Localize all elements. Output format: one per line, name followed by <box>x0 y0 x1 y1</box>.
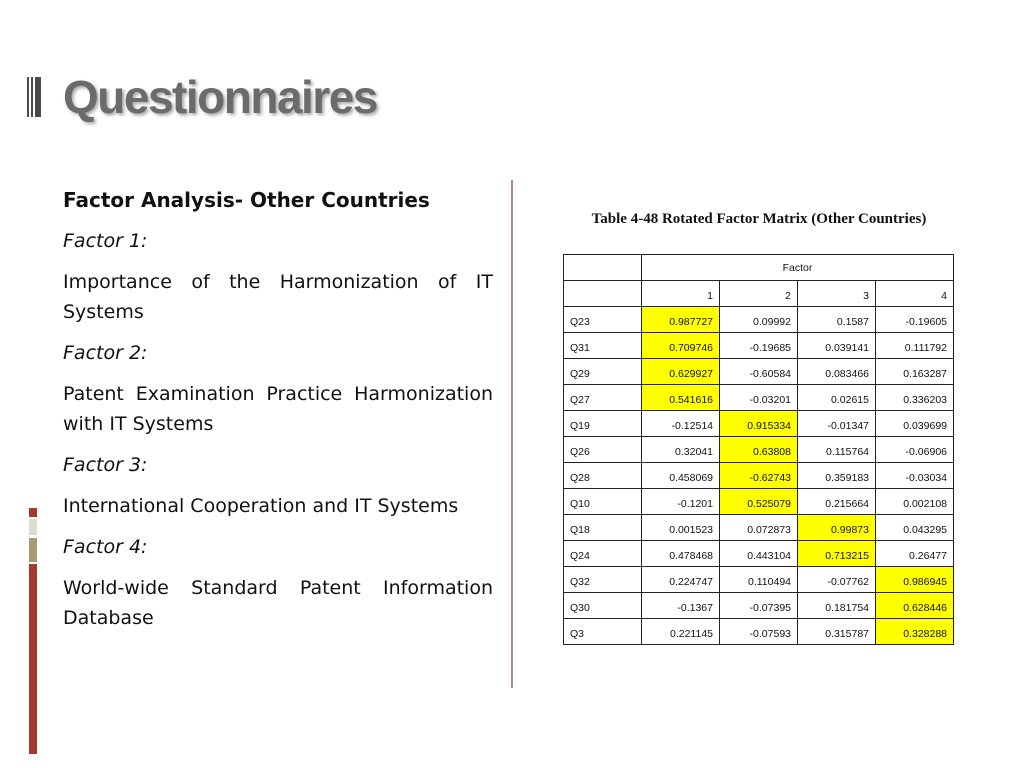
value-cell: 0.221145 <box>642 619 720 645</box>
value-cell: 0.26477 <box>876 541 954 567</box>
value-cell: -0.1367 <box>642 593 720 619</box>
value-cell: -0.12514 <box>642 411 720 437</box>
table-row <box>564 567 954 593</box>
value-cell: 0.163287 <box>876 359 954 385</box>
row-label: Q23 <box>564 307 642 333</box>
value-cell: 0.001523 <box>642 515 720 541</box>
table-row <box>564 489 954 515</box>
value-cell: -0.60584 <box>720 359 798 385</box>
row-label: Q26 <box>564 437 642 463</box>
table-header-row <box>564 255 954 281</box>
table-row <box>564 411 954 437</box>
highlighted-value-cell: 0.915334 <box>720 411 798 437</box>
value-cell: 0.224747 <box>642 567 720 593</box>
table-row <box>564 385 954 411</box>
highlighted-value-cell: 0.986945 <box>876 567 954 593</box>
factor-label: Factor 2: <box>63 342 148 364</box>
table-corner-cell <box>564 255 642 281</box>
table-row <box>564 307 954 333</box>
column-header: 3 <box>798 281 876 307</box>
value-cell: 0.478468 <box>642 541 720 567</box>
factor-header: Factor <box>642 255 954 281</box>
value-cell: -0.01347 <box>798 411 876 437</box>
highlighted-value-cell: 0.525079 <box>720 489 798 515</box>
factor-list <box>63 185 493 644</box>
value-cell: -0.03034 <box>876 463 954 489</box>
column-divider <box>511 180 513 688</box>
table-row <box>564 437 954 463</box>
value-cell: 0.458069 <box>642 463 720 489</box>
highlighted-value-cell: 0.63808 <box>720 437 798 463</box>
value-cell: 0.039699 <box>876 411 954 437</box>
row-label: Q18 <box>564 515 642 541</box>
value-cell: 0.043295 <box>876 515 954 541</box>
highlighted-value-cell: 0.328288 <box>876 619 954 645</box>
factor-label: Factor 3: <box>63 454 148 476</box>
table-column-row <box>564 281 954 307</box>
value-cell: 0.336203 <box>876 385 954 411</box>
row-label: Q27 <box>564 385 642 411</box>
value-cell: -0.19605 <box>876 307 954 333</box>
row-label: Q29 <box>564 359 642 385</box>
value-cell: 0.359183 <box>798 463 876 489</box>
highlighted-value-cell: 0.629927 <box>642 359 720 385</box>
table-caption: Table 4-48 Rotated Factor Matrix (Other Countries) <box>591 211 927 227</box>
value-cell: -0.19685 <box>720 333 798 359</box>
table-row <box>564 359 954 385</box>
table-row <box>564 463 954 489</box>
factor-description: World-wide Standard Patent Information Database <box>63 577 493 629</box>
row-label: Q28 <box>564 463 642 489</box>
table-corner-cell <box>564 281 642 307</box>
value-cell: -0.07593 <box>720 619 798 645</box>
section-heading: Factor Analysis- Other Countries <box>63 188 430 212</box>
value-cell: 0.111792 <box>876 333 954 359</box>
highlighted-value-cell: 0.713215 <box>798 541 876 567</box>
value-cell: 0.115764 <box>798 437 876 463</box>
row-label: Q30 <box>564 593 642 619</box>
factor-label: Factor 4: <box>63 536 148 558</box>
value-cell: -0.06906 <box>876 437 954 463</box>
column-header: 4 <box>876 281 954 307</box>
factor-description: Patent Examination Practice Harmonization with IT Systems <box>63 383 493 435</box>
value-cell: 0.315787 <box>798 619 876 645</box>
value-cell: -0.07762 <box>798 567 876 593</box>
accent-bar <box>29 564 37 754</box>
title-decoration-icon <box>27 77 41 117</box>
value-cell: 0.02615 <box>798 385 876 411</box>
value-cell: 0.002108 <box>876 489 954 515</box>
value-cell: 0.083466 <box>798 359 876 385</box>
table-row <box>564 515 954 541</box>
accent-block <box>29 519 37 535</box>
highlighted-value-cell: 0.628446 <box>876 593 954 619</box>
row-label: Q10 <box>564 489 642 515</box>
value-cell: -0.03201 <box>720 385 798 411</box>
value-cell: 0.072873 <box>720 515 798 541</box>
value-cell: 0.215664 <box>798 489 876 515</box>
value-cell: -0.1201 <box>642 489 720 515</box>
value-cell: 0.1587 <box>798 307 876 333</box>
table-row <box>564 619 954 645</box>
row-label: Q24 <box>564 541 642 567</box>
value-cell: 0.110494 <box>720 567 798 593</box>
factor-label: Factor 1: <box>63 230 148 252</box>
column-header: 2 <box>720 281 798 307</box>
value-cell: 0.09992 <box>720 307 798 333</box>
value-cell: 0.039141 <box>798 333 876 359</box>
slide-title: Questionnaires <box>63 71 377 123</box>
table-row <box>564 541 954 567</box>
highlighted-value-cell: 0.541616 <box>642 385 720 411</box>
factor-matrix-table <box>563 254 954 645</box>
value-cell: 0.443104 <box>720 541 798 567</box>
row-label: Q19 <box>564 411 642 437</box>
table-row <box>564 333 954 359</box>
row-label: Q32 <box>564 567 642 593</box>
value-cell: 0.181754 <box>798 593 876 619</box>
accent-block <box>29 508 37 517</box>
highlighted-value-cell: 0.99873 <box>798 515 876 541</box>
column-header: 1 <box>642 281 720 307</box>
factor-description: International Cooperation and IT Systems <box>63 495 459 517</box>
value-cell: 0.32041 <box>642 437 720 463</box>
row-label: Q31 <box>564 333 642 359</box>
factor-description: Importance of the Harmonization of IT Systems <box>63 271 493 323</box>
table-row <box>564 593 954 619</box>
highlighted-value-cell: 0.987727 <box>642 307 720 333</box>
row-label: Q3 <box>564 619 642 645</box>
accent-block <box>29 538 37 562</box>
highlighted-value-cell: -0.62743 <box>720 463 798 489</box>
highlighted-value-cell: 0.709746 <box>642 333 720 359</box>
value-cell: -0.07395 <box>720 593 798 619</box>
